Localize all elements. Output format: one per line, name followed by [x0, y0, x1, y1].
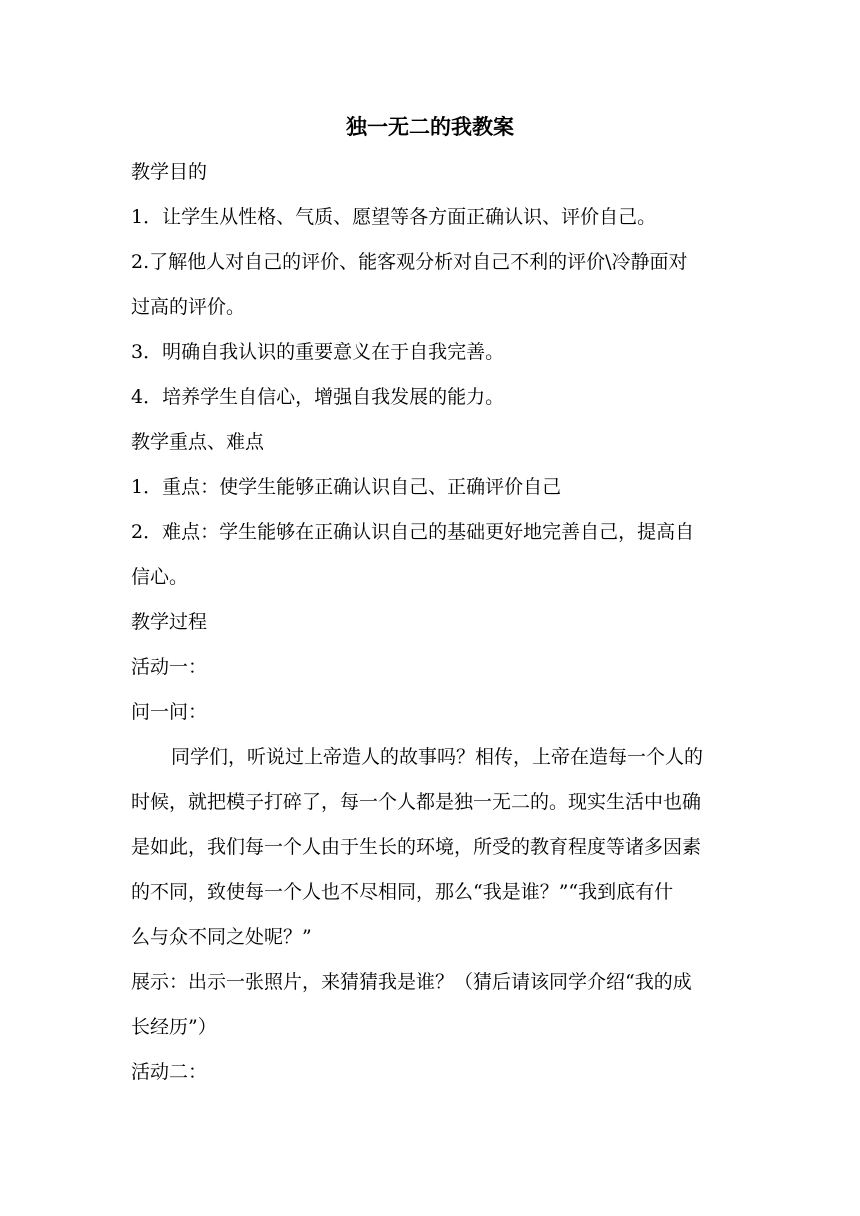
- objective-1: 1．让学生从性格、气质、愿望等各方面正确认识、评价自己。: [131, 206, 657, 228]
- activity-2-heading: 活动二：: [131, 1061, 208, 1083]
- key-point-2-continued: 信心。: [131, 566, 189, 588]
- objective-2: 2.了解他人对自己的评价、能客观分析对自己不利的评价\冷静面对: [131, 251, 688, 273]
- activity-1-heading: 活动一：: [131, 656, 208, 678]
- story-paragraph-line: 同学们，听说过上帝造人的故事吗？相传，上帝在造每一个人的: [171, 746, 704, 768]
- story-paragraph-line: 是如此，我们每一个人由于生长的环境，所受的教育程度等诸多因素: [131, 836, 702, 858]
- key-point-1: 1．重点：使学生能够正确认识自己、正确评价自己: [131, 476, 562, 498]
- section-heading-key-points: 教学重点、难点: [131, 431, 265, 453]
- story-paragraph-line: 的不同，致使每一个人也不尽相同，那么“我是谁？”“我到底有什: [131, 881, 674, 903]
- story-paragraph-line: 么与众不同之处呢？”: [131, 926, 312, 948]
- story-paragraph-line: 时候，就把模子打碎了，每一个人都是独一无二的。现实生活中也确: [131, 791, 702, 813]
- objective-2-continued: 过高的评价。: [131, 296, 246, 318]
- section-heading-process: 教学过程: [131, 611, 208, 633]
- section-heading-objectives: 教学目的: [131, 161, 208, 183]
- objective-4: 4．培养学生自信心，增强自我发展的能力。: [131, 386, 505, 408]
- objective-3: 3．明确自我认识的重要意义在于自我完善。: [131, 341, 505, 363]
- display-instruction: 展示：出示一张照片，来猜猜我是谁？（猜后请该同学介绍“我的成: [131, 971, 692, 993]
- key-point-2: 2．难点：学生能够在正确认识自己的基础更好地完善自己，提高自: [131, 521, 695, 543]
- document-title: 独一无二的我教案: [346, 115, 514, 139]
- ask-heading: 问一问：: [131, 701, 208, 723]
- display-instruction-continued: 长经历”）: [131, 1016, 217, 1038]
